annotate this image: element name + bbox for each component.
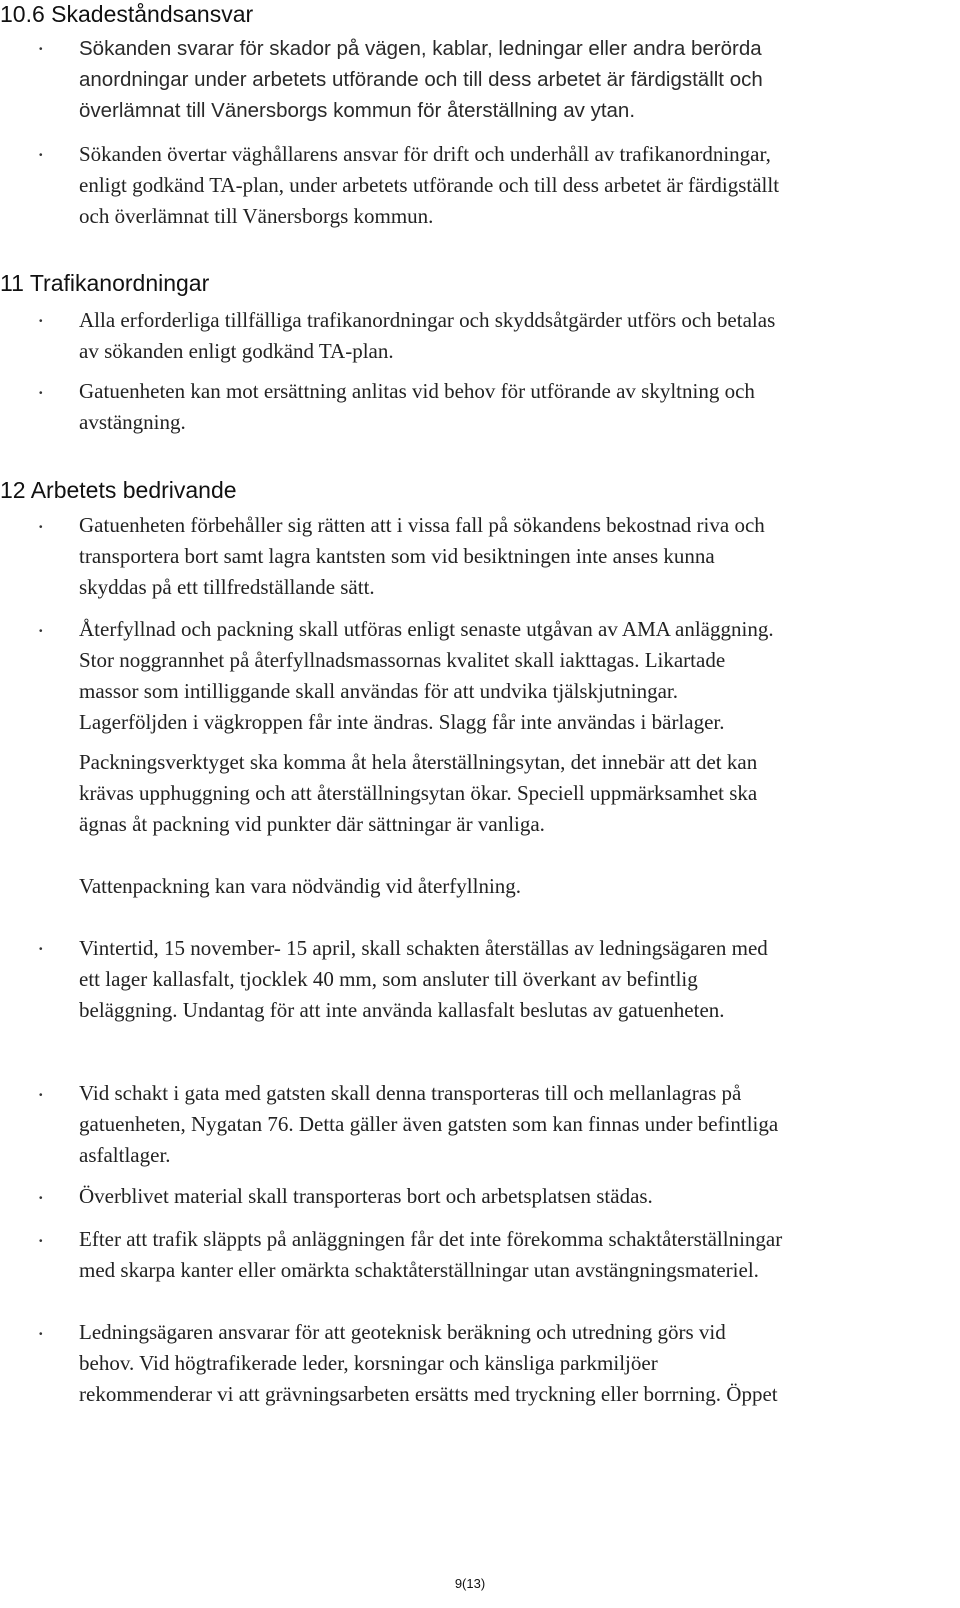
text-line: Gatuenheten kan mot ersättning anlitas vid behov för utförande av skyltning och (79, 379, 755, 403)
bullet-icon: • (39, 1329, 43, 1340)
text-line: avstängning. (79, 410, 186, 434)
section-12-item-cobblestone (79, 1078, 778, 1171)
text-line: Stor noggrannhet på återfyllnadsmassornas kvalitet skall iakttagas. Likartade (79, 648, 726, 672)
section-11-item-2 (79, 376, 755, 438)
section-12-item-leftover (79, 1181, 653, 1212)
text-line: Vid schakt i gata med gatsten skall denna transporteras till och mellanlagras på (79, 1081, 742, 1105)
bullet-icon: • (39, 1193, 43, 1204)
section-12-heading: 12 Arbetets bedrivande (0, 477, 237, 503)
text-line: asfaltlager. (79, 1143, 171, 1167)
text-line: krävas upphuggning och att återställningsytan ökar. Speciell uppmärksamhet ska (79, 781, 758, 805)
text-line: och överlämnat till Vänersborgs kommun. (79, 204, 434, 228)
section-12-item-1 (79, 510, 765, 603)
section-11-heading: 11 Trafikanordningar (0, 270, 210, 296)
section-12-item-winter (79, 933, 768, 1026)
text-line: beläggning. Undantag för att inte använda kallasfalt beslutas av gatuenheten. (79, 998, 725, 1022)
text-line: Sökanden övertar väghållarens ansvar för drift och underhåll av trafikanordningar, (79, 142, 771, 166)
section-10-6-item-2 (79, 139, 779, 232)
bullet-icon: • (39, 522, 43, 533)
section-10-6-heading: 10.6 Skadeståndsansvar (0, 1, 254, 27)
text-line: Alla erforderliga tillfälliga trafikanordningar och skyddsåtgärder utförs och betalas (79, 308, 776, 332)
bullet-icon: • (39, 44, 43, 55)
text-line: skyddas på ett tillfredställande sätt. (79, 575, 375, 599)
text-line: ägnas åt packning vid punkter där sättningar är vanliga. (79, 812, 545, 836)
bullet-icon: • (39, 150, 43, 161)
section-12-paragraph-packing (79, 747, 757, 840)
section-12-item-geotechnical (79, 1317, 778, 1410)
text-line: Efter att trafik släppts på anläggningen får det inte förekomma schaktåterställningar (79, 1227, 783, 1251)
text-line: Packningsverktyget ska komma åt hela återställningsytan, det innebär att det kan (79, 750, 758, 774)
text-line: av sökanden enligt godkänd TA-plan. (79, 339, 394, 363)
bullet-icon: • (39, 316, 43, 327)
text-line: Ledningsägaren ansvarar för att geoteknisk beräkning och utredning görs vid (79, 1320, 726, 1344)
text-line: Sökanden svarar för skador på vägen, kablar, ledningar eller andra berörda (79, 37, 762, 60)
section-12-item-2 (79, 614, 774, 738)
text-line: överlämnat till Vänersborgs kommun för återställning av ytan. (79, 99, 636, 122)
text-line: gatuenheten, Nygatan 76. Detta gäller även gatsten som kan finnas under befintliga (79, 1112, 779, 1136)
bullet-icon: • (39, 388, 43, 399)
section-10-6-item-1 (79, 33, 763, 126)
text-line: Vintertid, 15 november- 15 april, skall schakten återställas av ledningsägaren med (79, 936, 768, 960)
bullet-icon: • (39, 1090, 43, 1101)
bullet-icon: • (39, 626, 43, 637)
text-line: Överblivet material skall transporteras bort och arbetsplatsen städas. (79, 1184, 653, 1208)
section-12-paragraph-water-packing (79, 871, 521, 902)
text-line: Lagerföljden i vägkroppen får inte ändras. Slagg får inte användas i bärlager. (79, 710, 725, 734)
text-line: Återfyllnad och packning skall utföras enligt senaste utgåvan av AMA anläggning. (79, 617, 774, 641)
text-line: rekommenderar vi att grävningsarbeten ersätts med tryckning eller borrning. Öppet (79, 1382, 778, 1406)
page-number: 9(13) (454, 1576, 486, 1591)
section-11-item-1 (79, 305, 775, 367)
text-line: Gatuenheten förbehåller sig rätten att i vissa fall på sökandens bekostnad riva och (79, 513, 765, 537)
text-line: anordningar under arbetets utförande och till dess arbetet är färdigställt och (79, 68, 763, 91)
text-line: enligt godkänd TA-plan, under arbetets utförande och till dess arbetet är färdigställt (79, 173, 780, 197)
section-12-item-traffic (79, 1224, 782, 1286)
bullet-icon: • (39, 1236, 43, 1247)
bullet-icon: • (39, 944, 43, 955)
text-line: Vattenpackning kan vara nödvändig vid återfyllning. (79, 874, 522, 898)
text-line: med skarpa kanter eller omärkta schaktåterställningar utan avstängningsmateriel. (79, 1258, 759, 1282)
text-line: behov. Vid högtrafikerade leder, korsningar och känsliga parkmiljöer (79, 1351, 658, 1375)
text-line: massor som intilliggande skall användas för att undvika tjälskjutningar. (79, 679, 678, 703)
text-line: transportera bort samt lagra kantsten som vid besiktningen inte anses kunna (79, 544, 715, 568)
text-line: ett lager kallasfalt, tjocklek 40 mm, som ansluter till överkant av befintlig (79, 967, 698, 991)
